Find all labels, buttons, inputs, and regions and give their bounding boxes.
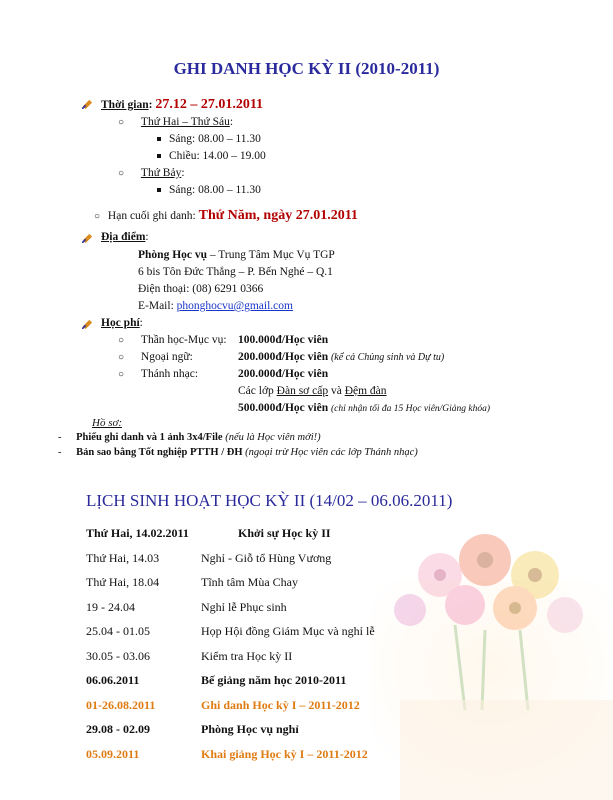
schedule-event: Khởi sự Học kỳ II [238,526,331,540]
schedule-event: Nghỉ lễ Phục sinh [201,600,287,614]
schedule-date: 30.05 - 03.06 [86,649,150,663]
deadline-value: Thứ Năm, ngày 27.01.2011 [198,208,358,223]
schedule-date: 05.09.2011 [86,747,140,761]
address-line: 6 bis Tôn Đức Thắng – P. Bến Nghé – Q.1 [138,266,333,278]
time-label: Thời gian [101,99,149,111]
email-line [138,300,293,312]
dash-bullet: - [58,432,62,443]
saturday-label: Thứ Bảy [140,167,182,179]
schedule-event: Phòng Học vụ nghỉ [201,722,299,736]
schedule-date: Thứ Hai, 18.04 [86,575,160,589]
schedule-event: Bế giảng năm học 2010-2011 [201,673,347,687]
fee-music-note2: (chỉ nhận tối đa 15 Học viên/Giảng khóa) [330,404,491,414]
location-heading [101,231,149,243]
schedule-title: LỊCH SINH HOẠT HỌC KỲ II (14/02 – 06.06.2011) [86,491,453,510]
fee-music-value: 200.000đ/Học viên [238,368,329,380]
weekday-label: Thứ Hai – Thứ Sáu [140,116,230,128]
fee-foreign-value: 200.000đ/Học viên [238,351,329,363]
fee-pastoral-label: Thần học-Mục vụ: [140,334,227,346]
deadline-row [94,208,358,224]
office-name: Phòng Học vụ [138,249,208,261]
arrow-bullet-icon [82,232,93,243]
schedule-date: 19 - 24.04 [86,600,135,614]
arrow-bullet-icon [82,98,93,109]
circle-bullet-icon: ○ [118,352,125,363]
square-bullet-icon [157,154,161,158]
phone-line: Điện thoại: (08) 6291 0366 [138,283,264,295]
saturday-morning-hours: Sáng: 08.00 – 11.30 [169,184,261,196]
dossier-item-2-text: Bản sao bằng Tốt nghiệp PTTH / ĐH [76,447,243,458]
dossier-item-2 [58,447,418,458]
fee-music-classes-and: và [328,385,345,397]
arrow-bullet-icon [82,318,93,329]
weekday-colon: : [229,116,234,128]
fee-foreign-row [118,351,193,363]
fee-music-row [118,368,198,380]
office-line [138,249,335,261]
weekday-row [118,116,233,128]
schedule-event: Ghi danh Học kỳ I – 2011-2012 [201,698,360,712]
time-row [101,97,263,113]
morning-row [157,133,261,145]
dossier-item-2-note: (ngoại trừ Học viên các lớp Thánh nhạc) [245,447,418,458]
fees-heading [101,317,143,329]
fee-music-value2: 500.000đ/Học viên [238,402,329,414]
dossier-item-1-text: Phiếu ghi danh và 1 ảnh 3x4/File [76,432,223,443]
schedule-event: Kiểm tra Học kỳ II [201,649,293,663]
schedule-date: Thứ Hai, 14.02.2011 [86,526,189,540]
fee-music-classes [238,385,387,397]
location-label: Địa điểm [101,231,146,243]
fees-colon: : [139,317,143,329]
schedule-event: Khai giảng Học kỳ I – 2011-2012 [201,747,368,761]
fee-foreign-note: (kể cả Chủng sinh và Dự tu) [330,352,445,363]
circle-bullet-icon: ○ [118,369,125,380]
page-title: GHI DANH HỌC KỲ II (2010-2011) [173,59,440,78]
fee-foreign-detail [238,351,444,363]
saturday-morning-row [157,184,261,196]
schedule-date: 25.04 - 01.05 [86,624,150,638]
circle-bullet-icon: ○ [118,335,125,346]
fees-label: Học phí [101,317,140,329]
fee-music-class2: Đệm đàn [344,385,387,397]
schedule-event: Nghỉ - Giỗ tổ Hùng Vương [201,551,332,565]
email-label: E-Mail: [138,300,177,312]
saturday-colon: : [181,167,185,179]
office-rest: – Trung Tâm Mục Vụ TGP [207,249,335,261]
fee-foreign-label: Ngoại ngữ: [140,351,193,363]
fee-music-detail2 [238,402,490,414]
circle-bullet-icon: ○ [118,117,125,128]
square-bullet-icon [157,188,161,192]
circle-bullet-icon: ○ [94,211,101,222]
saturday-row [118,167,185,179]
time-range: 27.12 – 27.01.2011 [155,97,264,112]
fee-music-class1: Đàn sơ cấp [276,385,329,397]
afternoon-hours: Chiều: 14.00 – 19.00 [169,150,266,162]
fee-pastoral-row [118,334,227,346]
schedule-date: 06.06.2011 [86,673,140,687]
schedule-event: Tĩnh tâm Mùa Chay [201,575,298,589]
email-link[interactable]: phonghocvu@gmail.com [176,300,293,312]
deadline-label: Hạn cuối ghi danh: [107,210,196,222]
schedule-date: 29.08 - 02.09 [86,722,150,736]
schedule-date: 01-26.08.2011 [86,698,156,712]
schedule-event: Họp Hội đồng Giám Mục và nghỉ lễ [201,624,375,638]
flower-decoration-image [370,520,613,800]
circle-bullet-icon: ○ [118,168,125,179]
fee-pastoral-value: 100.000đ/Học viên [238,334,329,346]
dossier-item-1-note: (nếu là Học viên mới!) [225,432,321,443]
dash-bullet: - [58,447,62,458]
afternoon-row [157,150,266,162]
morning-hours: Sáng: 08.00 – 11.30 [169,133,261,145]
square-bullet-icon [157,137,161,141]
schedule-date: Thứ Hai, 14.03 [86,551,160,565]
fee-music-classes-pre: Các lớp [238,385,277,397]
fee-music-label: Thánh nhạc: [140,368,199,380]
dossier-item-1 [58,432,321,443]
dossier-label: Hồ sơ: [92,417,123,429]
time-colon: : [148,99,153,111]
location-colon: : [145,231,149,243]
